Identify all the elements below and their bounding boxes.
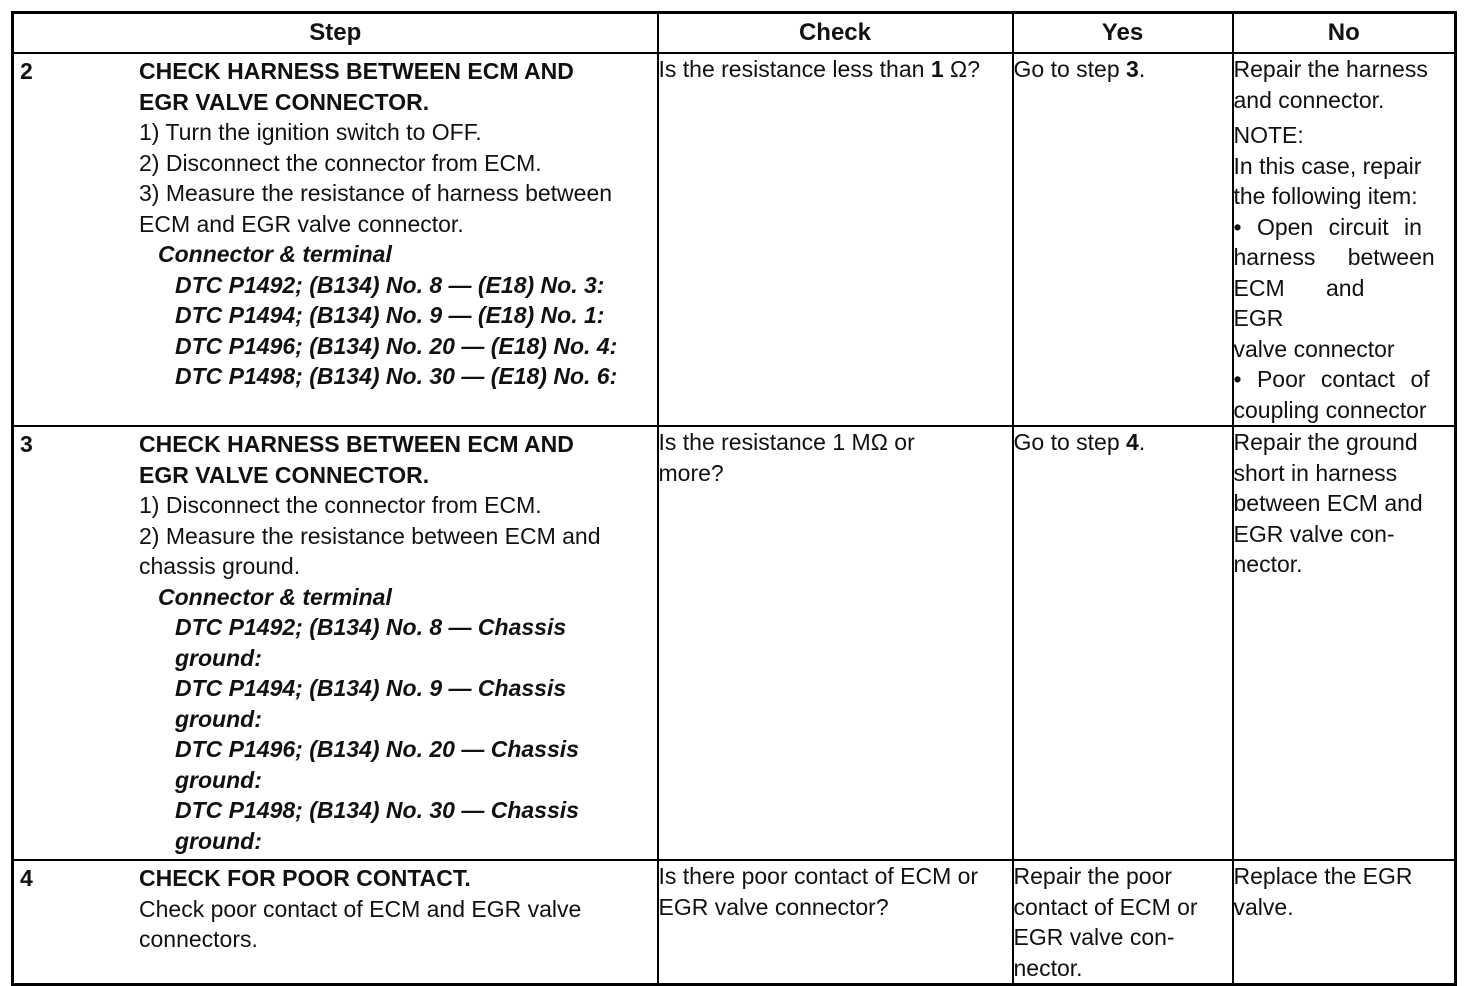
table-row (13, 426, 1456, 860)
no-line: EGR valve con- (1233, 520, 1395, 547)
note-line: coupling connector (1233, 396, 1427, 423)
no-line: Replace the EGR (1233, 863, 1413, 889)
check-line: more? (658, 459, 724, 486)
header-no: No (1233, 13, 1456, 54)
step-number: 2 (20, 58, 33, 84)
step-title: CHECK HARNESS BETWEEN ECM AND (139, 431, 574, 457)
yes-line: nector. (1013, 954, 1083, 981)
yes-cell (1013, 860, 1233, 985)
header-yes: Yes (1013, 13, 1233, 54)
check-cell (658, 426, 1013, 860)
connector-title: Connector & terminal (158, 583, 392, 610)
no-line: between ECM and (1233, 490, 1423, 516)
no-cell (1233, 426, 1456, 860)
check-cell (658, 860, 1013, 985)
step-number: 3 (20, 431, 33, 457)
note-line: valve connector (1233, 335, 1395, 362)
step-instruction: 1) Turn the ignition switch to OFF. (139, 119, 482, 145)
check-unit: Ω? (943, 56, 980, 82)
step-cell (13, 426, 658, 860)
step-number: 4 (20, 865, 33, 891)
table-row (13, 53, 1456, 426)
yes-end: . (1138, 429, 1146, 455)
header-check: Check (658, 13, 1013, 54)
step-title: EGR VALVE CONNECTOR. (139, 461, 430, 488)
yes-end: . (1138, 56, 1146, 82)
step-title: CHECK FOR POOR CONTACT. (139, 865, 471, 891)
note-line: ECM and EGR (1233, 274, 1365, 331)
check-value: 1 (930, 56, 944, 82)
diagnostic-table (11, 11, 1457, 986)
check-cell (658, 53, 1013, 426)
connector-line: DTC P1492; (B134) No. 8 — (E18) No. 3: (175, 271, 605, 298)
yes-cell (1013, 426, 1233, 860)
connector-line: ground: (175, 644, 262, 671)
note-line: • Open circuit in (1233, 213, 1422, 240)
step-instruction: chassis ground. (139, 553, 301, 579)
step-cell (13, 53, 658, 426)
no-line: nector. (1233, 551, 1303, 577)
connector-line: DTC P1498; (B134) No. 30 — Chassis (175, 797, 579, 823)
step-cell (13, 860, 658, 985)
step-instruction: Check poor contact of ECM and EGR valve (139, 895, 582, 922)
check-line: Is there poor contact of ECM or (658, 863, 979, 889)
connector-line: DTC P1496; (B134) No. 20 — (E18) No. 4: (175, 332, 618, 359)
no-cell (1233, 860, 1456, 985)
connector-line: DTC P1494; (B134) No. 9 — Chassis (175, 675, 567, 701)
step-instruction: 3) Measure the resistance of harness between (139, 180, 613, 206)
step-instruction: ECM and EGR valve connector. (139, 210, 464, 237)
check-line: Is the resistance 1 MΩ or (658, 429, 915, 455)
note-line: the following item: (1233, 183, 1418, 209)
connector-line: DTC P1498; (B134) No. 30 — (E18) No. 6: (175, 363, 618, 389)
connector-title: Connector & terminal (158, 241, 392, 267)
check-line: EGR valve connector? (658, 893, 889, 920)
connector-line: ground: (175, 705, 262, 732)
yes-line: Repair the poor (1013, 863, 1173, 889)
header-step: Step (13, 13, 658, 54)
yes-text: Go to step (1013, 429, 1127, 455)
connector-line: ground: (175, 766, 262, 793)
step-title: CHECK HARNESS BETWEEN ECM AND (139, 58, 574, 84)
note-line: • Poor contact of (1233, 366, 1430, 392)
step-instruction: connectors. (139, 926, 258, 952)
connector-line: DTC P1492; (B134) No. 8 — Chassis (175, 614, 567, 640)
connector-line: DTC P1496; (B134) No. 20 — Chassis (175, 736, 579, 762)
no-line: Repair the ground (1233, 429, 1418, 455)
connector-line: DTC P1494; (B134) No. 9 — (E18) No. 1: (175, 302, 605, 328)
note-line: harness between (1233, 244, 1435, 270)
step-instruction: 2) Measure the resistance between ECM and (139, 522, 601, 549)
yes-cell (1013, 53, 1233, 426)
step-instruction: 2) Disconnect the connector from ECM. (139, 149, 542, 176)
no-line: Repair the harness (1233, 56, 1428, 82)
check-text: Is the resistance less than (658, 56, 931, 82)
header-row (13, 13, 1456, 54)
step-instruction: 1) Disconnect the connector from ECM. (139, 492, 542, 518)
no-line: valve. (1233, 893, 1294, 920)
yes-text: Go to step (1013, 56, 1127, 82)
yes-line: contact of ECM or (1013, 893, 1198, 920)
note-line: In this case, repair (1233, 152, 1422, 179)
step-title: EGR VALVE CONNECTOR. (139, 88, 430, 115)
no-cell (1233, 53, 1456, 426)
note-label: NOTE: (1233, 122, 1304, 148)
yes-step-number: 4 (1126, 429, 1139, 455)
table-row (13, 860, 1456, 985)
no-line: and connector. (1233, 86, 1385, 113)
no-line: short in harness (1233, 459, 1398, 486)
yes-line: EGR valve con- (1013, 924, 1175, 950)
connector-line: ground: (175, 827, 262, 854)
yes-step-number: 3 (1126, 56, 1139, 82)
